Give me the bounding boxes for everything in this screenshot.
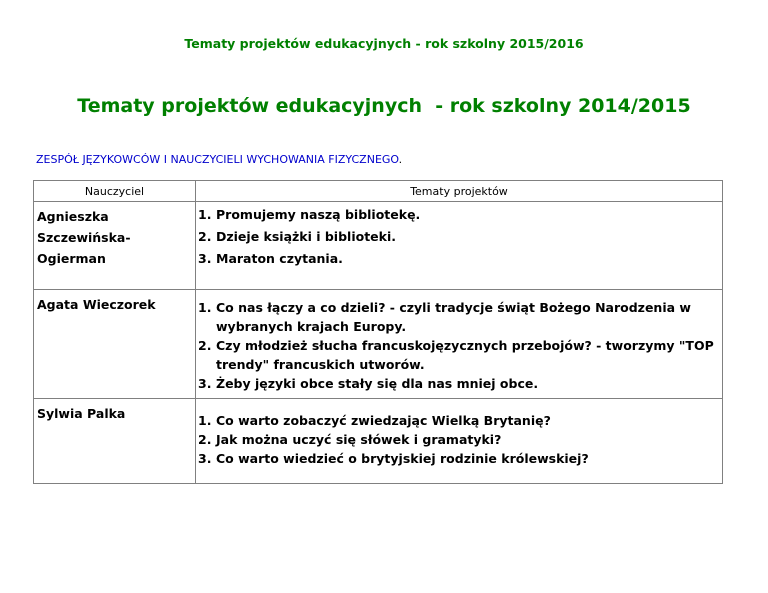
topic-item [198,298,718,336]
column-header-topics: Tematy projektów [196,181,723,202]
topics-cell [196,202,723,290]
topic-item [198,430,718,449]
topic-item [198,336,718,374]
topic-text: Co warto wiedzieć o brytyjskiej rodzinie królewskiej? [216,451,589,466]
topic-text: Maraton czytania. [216,251,343,266]
topic-item [198,411,718,430]
topics-list [198,411,718,468]
teacher-cell [34,202,196,290]
topic-number: 2. [198,432,212,447]
topic-text: Co nas łączy a co dzieli? - czyli tradycje świąt Bożego Narodzenia w wybranych krajach Europy. [216,300,691,334]
topics-cell [196,290,723,399]
topic-item [198,248,718,270]
column-header-teacher: Nauczyciel [34,181,196,202]
teacher-name-line1: Agnieszka Szczewińska- [37,209,131,245]
topic-number: 3. [198,251,212,266]
projects-table [33,180,723,484]
topic-number: 1. [198,207,212,222]
topic-number: 1. [198,413,212,428]
teacher-name-line2: Ogierman [37,251,106,266]
topics-list [198,204,718,270]
topic-text: Jak można uczyć się słówek i gramatyki? [216,432,502,447]
teacher-cell [34,290,196,399]
topic-number: 1. [198,300,212,315]
table-row [34,399,723,484]
topic-item [198,204,718,226]
topic-item [198,226,718,248]
topic-text: Promujemy naszą bibliotekę. [216,207,421,222]
topic-number: 2. [198,338,212,353]
topic-item [198,374,718,393]
table-row [34,202,723,290]
team-heading-text: ZESPÓŁ JĘZYKOWCÓW I NAUCZYCIELI WYCHOWANIA FIZYCZNEGO [36,153,399,166]
topics-cell [196,399,723,484]
teacher-cell [34,399,196,484]
teacher-name: Agata Wieczorek [37,297,156,312]
topic-item [198,449,718,468]
topic-number: 2. [198,229,212,244]
teacher-name: Sylwia Palka [37,406,126,421]
page-header-title: Tematy projektów edukacyjnych - rok szkolny 2015/2016 [184,36,584,51]
topics-list [198,298,718,393]
team-heading [36,153,402,166]
team-heading-dot: . [398,153,403,166]
topic-text: Żeby języki obce stały się dla nas mniej obce. [216,376,539,391]
topic-number: 3. [198,376,212,391]
topic-text: Dzieje książki i biblioteki. [216,229,396,244]
topic-text: Co warto zobaczyć zwiedzając Wielką Brytanię? [216,413,551,428]
table-row [34,290,723,399]
topic-text: Czy młodzież słucha francuskojęzycznych przebojów? - tworzymy "TOP trendy" francuskich utworów. [216,338,714,372]
table-header-row [34,181,723,202]
main-title: Tematy projektów edukacyjnych - rok szkolny 2014/2015 [77,95,691,117]
topic-number: 3. [198,451,212,466]
